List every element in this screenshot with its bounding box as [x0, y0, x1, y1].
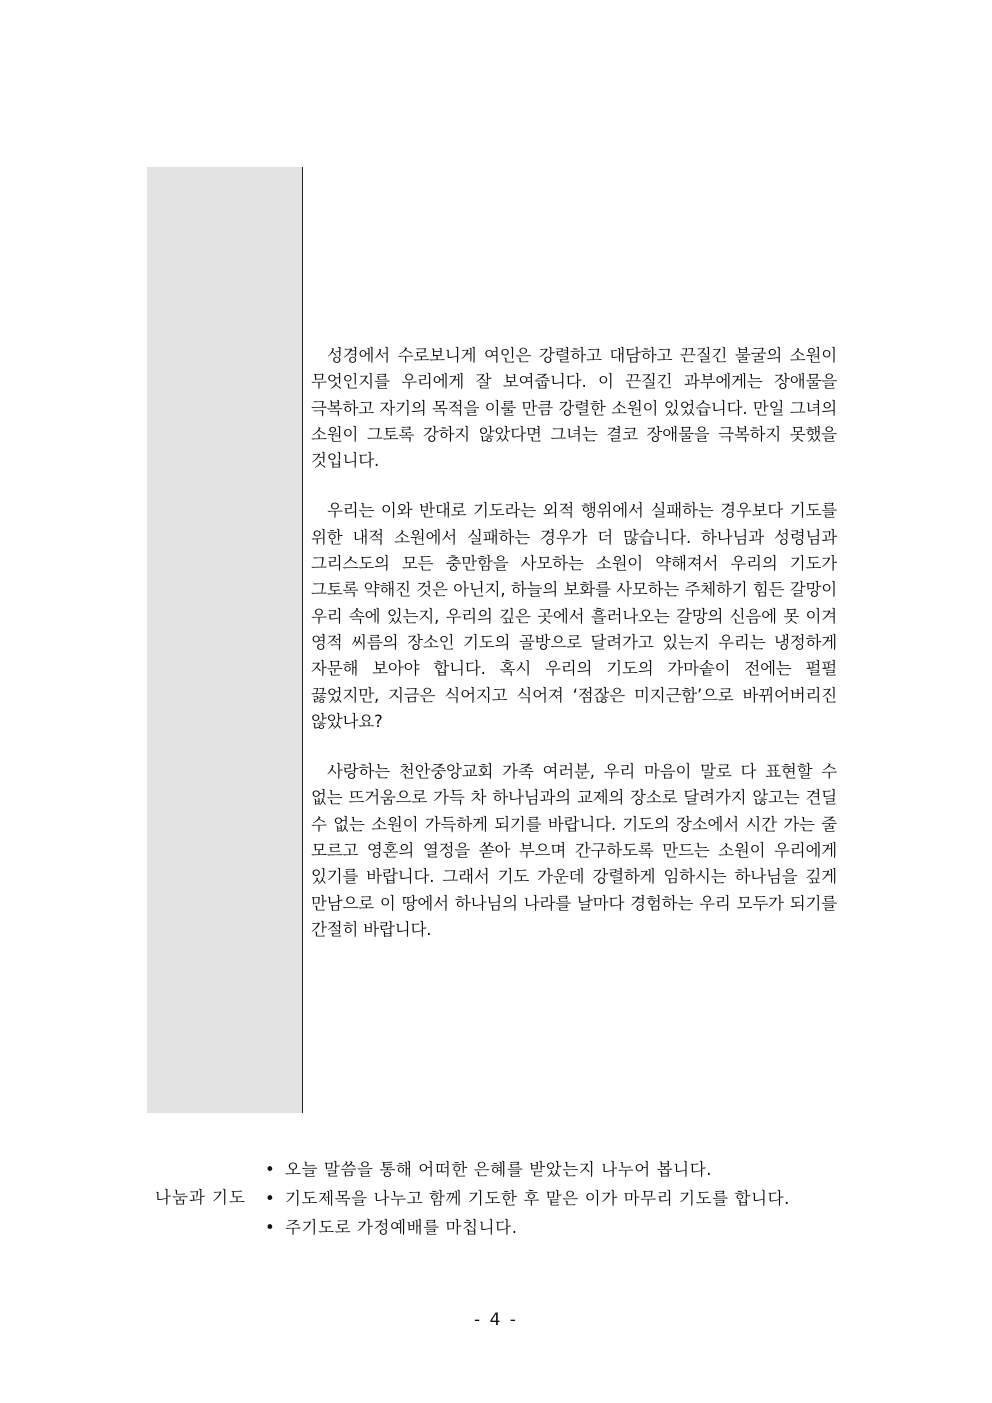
page-number: - 4 - — [474, 1310, 518, 1330]
bullet-icon: • — [265, 1218, 276, 1237]
paragraph-2: 우리는 이와 반대로 기도라는 외적 행위에서 실패하는 경우보다 기도를 위한 내적 소원에서 실패하는 경우가 더 많습니다. 하나님과 성령님과 그리스도의 모든 충만함을 사모하는 소원이 약해져서 우리의 기도가 그토록 약해진 것은 아닌지, 하늘의 보화를 사모하는 주체하기 힘든 갈망이 우리 속에 있는지, 우리의 깊은 곳에서 흘러나오는 갈망의 신음에 못 이겨 영적 씨름의 장소인 기도의 골방으로 달려가고 있는지 우리는 냉정하게 자문해 보아야 합니다. 혹시 우리의 기도의 가마솥이 전에는 펄펄 끓었지만, 지금은 식어지고 식어져 ‘점잖은 미지근함’으로 바뀌어버리진 않았나요? — [311, 501, 837, 731]
list-item — [265, 1184, 790, 1213]
list-item-text: 기도제목을 나누고 함께 기도한 후 맡은 이가 마무리 기도를 합니다. — [285, 1189, 791, 1208]
sermon-body — [311, 343, 837, 967]
list-item — [265, 1155, 790, 1184]
list-item-text: 오늘 말씀을 통해 어떠한 은혜를 받았는지 나누어 봅니다. — [285, 1160, 713, 1179]
sharing-list — [265, 1155, 790, 1242]
paragraph-1: 성경에서 수로보니게 여인은 강렬하고 대담하고 끈질긴 불굴의 소원이 무엇인지를 우리에게 잘 보여줍니다. 이 끈질긴 과부에게는 장애물을 극복하고 자기의 목적을 이룰 만큼 강렬한 소원이 있었습니다. 만일 그녀의 소원이 그토록 강하지 않았다면 그녀는 결코 장애물을 극복하지 못했을 것입니다. — [311, 346, 837, 471]
gray-margin-panel — [147, 167, 303, 1113]
list-item-text: 주기도로 가정예배를 마칩니다. — [285, 1218, 518, 1237]
sharing-title: 나눔과 기도 — [155, 1188, 246, 1207]
bullet-icon: • — [265, 1189, 276, 1208]
list-item — [265, 1213, 790, 1242]
vertical-divider — [302, 167, 303, 1113]
bullet-icon: • — [265, 1160, 276, 1179]
paragraph-3: 사랑하는 천안중앙교회 가족 여러분, 우리 마음이 말로 다 표현할 수 없는 뜨거움으로 가득 차 하나님과의 교제의 장소로 달려가지 않고는 견딜 수 없는 소원이 가득하게 되기를 바랍니다. 기도의 장소에서 시간 가는 줄 모르고 영혼의 열정을 쏟아 부으며 간구하도록 만드는 소원이 우리에게 있기를 바랍니다. 그래서 기도 가운데 강렬하게 임하시는 하나님을 깊게 만남으로 이 땅에서 하나님의 나라를 날마다 경험하는 우리 모두가 되기를 간절히 바랍니다. — [311, 762, 837, 939]
